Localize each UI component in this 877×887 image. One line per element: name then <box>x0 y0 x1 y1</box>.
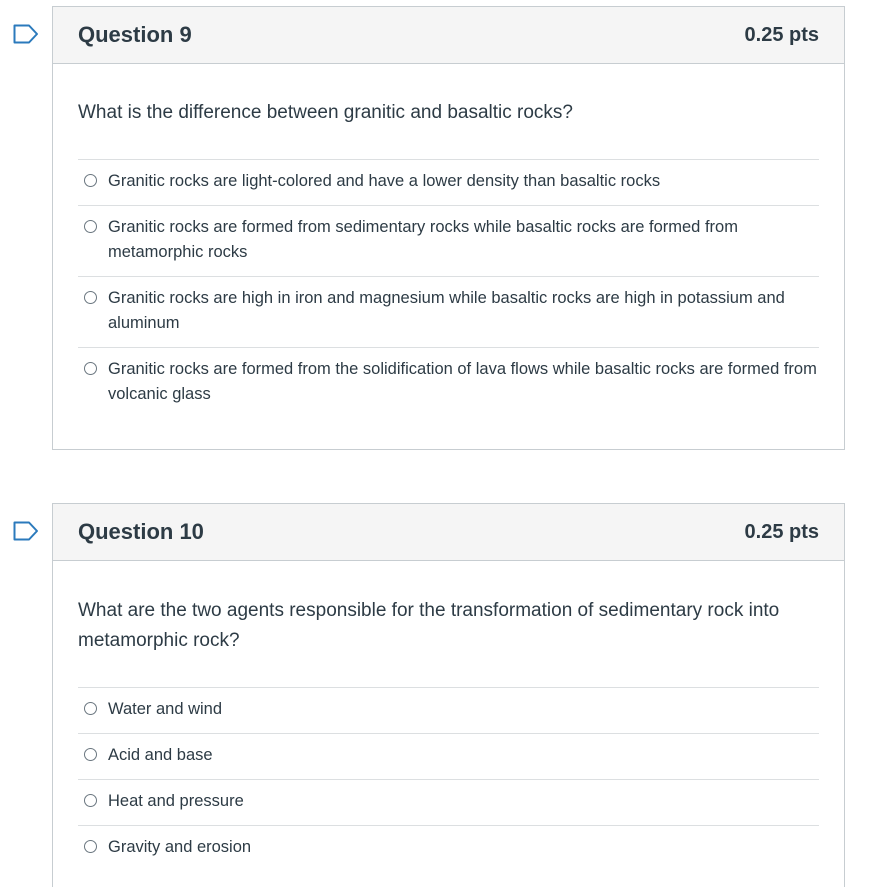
answer-option[interactable] <box>78 733 819 779</box>
question-10 <box>52 503 845 887</box>
question-header <box>53 7 844 64</box>
answer-option[interactable] <box>78 205 819 276</box>
radio-button-icon[interactable] <box>84 794 97 807</box>
question-title: Question 9 <box>78 22 192 47</box>
answer-label: Granitic rocks are high in iron and magnesium while basaltic rocks are high in potassium and aluminum <box>108 289 785 332</box>
answer-label: Granitic rocks are light-colored and have a lower density than basaltic rocks <box>108 172 661 190</box>
question-header <box>53 504 844 561</box>
radio-button-icon[interactable] <box>84 748 97 761</box>
question-text: What is the difference between granitic and basaltic rocks? <box>78 102 573 123</box>
radio-button-icon[interactable] <box>84 174 97 187</box>
answer-label: Granitic rocks are formed from sedimentary rocks while basaltic rocks are formed from metamorphic rocks <box>108 218 738 261</box>
answer-label: Granitic rocks are formed from the solidification of lava flows while basaltic rocks are formed from volcanic glass <box>108 360 817 403</box>
answer-list <box>78 159 819 418</box>
flag-question-icon[interactable] <box>13 521 39 541</box>
question-points: 0.25 pts <box>744 23 819 46</box>
question-title: Question 10 <box>78 519 204 544</box>
radio-button-icon[interactable] <box>84 702 97 715</box>
question-points: 0.25 pts <box>744 520 819 543</box>
answer-label: Water and wind <box>108 700 223 718</box>
answer-label: Heat and pressure <box>108 792 244 810</box>
answer-option[interactable] <box>78 347 819 418</box>
radio-button-icon[interactable] <box>84 220 97 233</box>
answer-list <box>78 687 819 871</box>
answer-option[interactable] <box>78 825 819 871</box>
answer-label: Gravity and erosion <box>108 838 252 856</box>
question-text: What are the two agents responsible for the transformation of sedimentary rock into metamorphic rock? <box>78 600 780 651</box>
answer-option[interactable] <box>78 159 819 205</box>
answer-option[interactable] <box>78 276 819 347</box>
question-body <box>53 64 844 418</box>
question-9 <box>52 6 845 450</box>
radio-button-icon[interactable] <box>84 362 97 375</box>
answer-label: Acid and base <box>108 746 213 764</box>
answer-option[interactable] <box>78 779 819 825</box>
question-body <box>53 561 844 871</box>
radio-button-icon[interactable] <box>84 840 97 853</box>
flag-question-icon[interactable] <box>13 24 39 44</box>
radio-button-icon[interactable] <box>84 291 97 304</box>
answer-option[interactable] <box>78 687 819 733</box>
